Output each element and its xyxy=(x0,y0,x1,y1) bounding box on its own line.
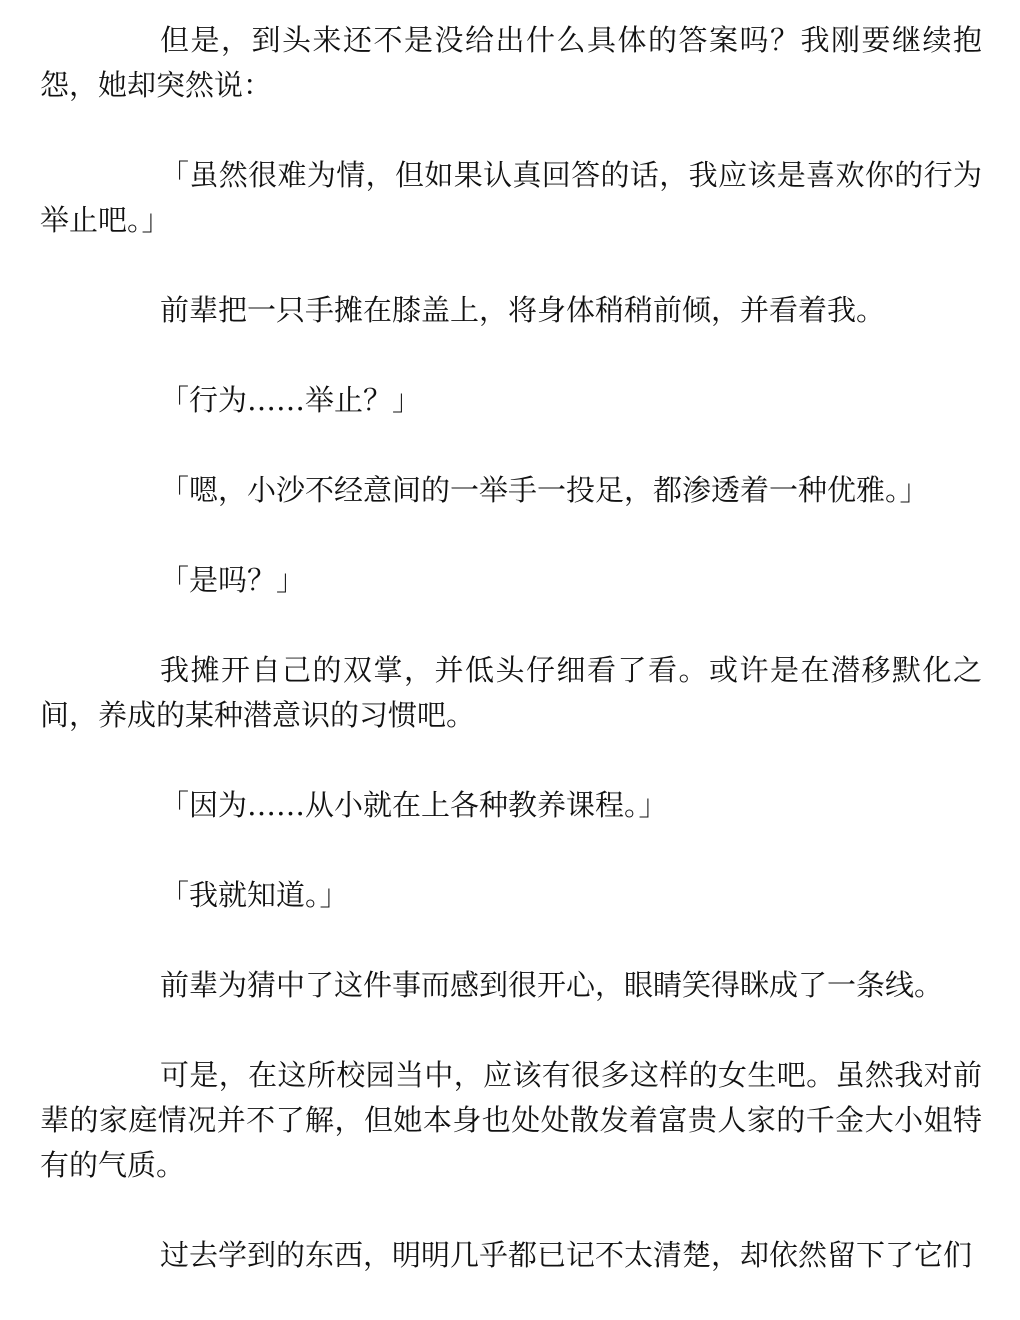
paragraph-10: 前辈为猜中了这件事而感到很开心，眼睛笑得眯成了一条线。 xyxy=(160,968,944,1002)
paragraph-6: 「是吗？」 xyxy=(160,563,306,597)
paragraph-7: 我摊开自己的双掌，并低头仔细看了看。或许是在潜移默化之间，养成的某种潜意识的习惯吧。 xyxy=(40,653,982,732)
paragraph-4: 「行为……举止？」 xyxy=(160,383,422,417)
document-page xyxy=(40,18,982,1278)
paragraph-3: 前辈把一只手摊在膝盖上，将身体稍稍前倾，并看着我。 xyxy=(160,293,886,327)
paragraph-12: 过去学到的东西，明明几乎都已记不太清楚，却依然留下了它们 xyxy=(160,1238,973,1272)
paragraph-1: 但是，到头来还不是没给出什么具体的答案吗？我刚要继续抱怨，她却突然说： xyxy=(40,23,982,102)
paragraph-2: 「虽然很难为情，但如果认真回答的话，我应该是喜欢你的行为举止吧。」 xyxy=(40,158,982,237)
paragraph-9: 「我就知道。」 xyxy=(160,878,349,912)
paragraph-5: 「嗯，小沙不经意间的一举手一投足，都渗透着一种优雅。」 xyxy=(160,473,929,507)
paragraph-8: 「因为……从小就在上各种教养课程。」 xyxy=(160,788,668,822)
paragraph-11: 可是，在这所校园当中，应该有很多这样的女生吧。虽然我对前辈的家庭情况并不了解，但她本身也处处散发着富贵人家的千金大小姐特有的气质。 xyxy=(40,1058,982,1182)
